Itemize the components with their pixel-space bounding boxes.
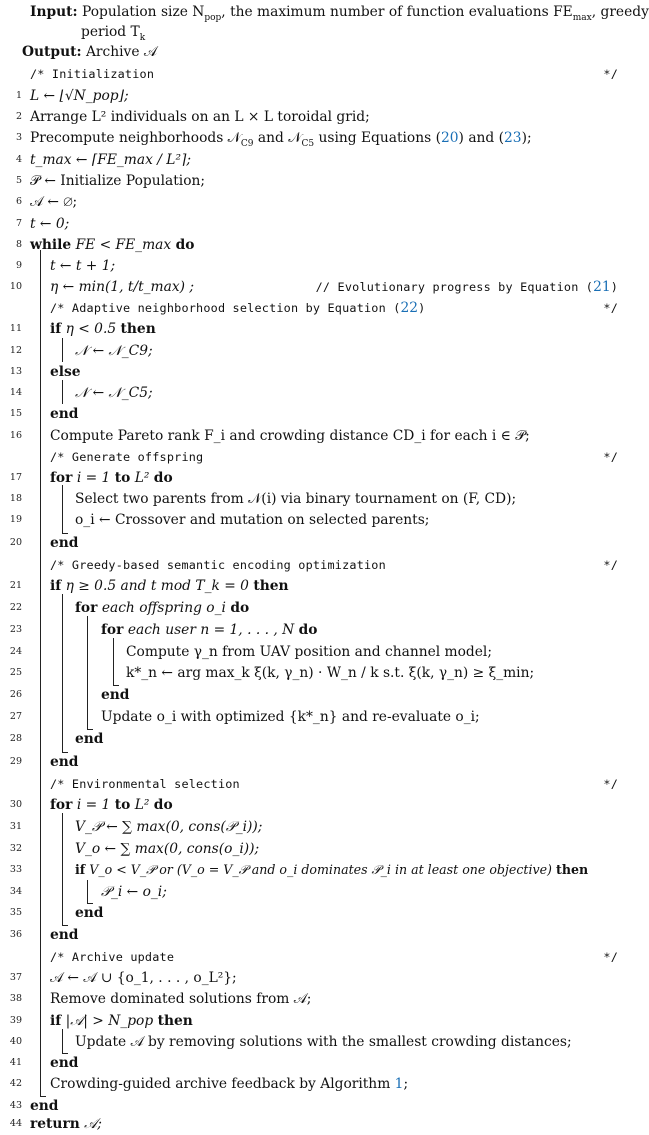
line-number: 17	[9, 472, 22, 483]
line-number: 43	[9, 1100, 22, 1111]
comment-end: */	[603, 558, 618, 572]
algo-line	[0, 967, 624, 989]
keyword: end	[30, 1098, 59, 1114]
algorithm-ref-link[interactable]: 1	[394, 1076, 404, 1092]
keyword: end	[50, 406, 79, 422]
scope-tick	[62, 752, 68, 753]
comment-end: */	[603, 301, 618, 315]
comment-line	[0, 946, 624, 968]
algo-line	[0, 902, 624, 924]
algo-line	[0, 1073, 624, 1095]
line-number: 34	[9, 886, 22, 897]
algo-line	[0, 597, 624, 619]
algo-line	[0, 467, 624, 489]
line-text: if η < 0.5 then	[50, 321, 156, 337]
algo-line	[0, 575, 624, 597]
input-text-4: period T	[81, 24, 140, 40]
line-number: 3	[15, 132, 22, 143]
keyword: end	[50, 535, 79, 551]
line-number: 29	[9, 756, 22, 767]
comment-text: /* Generate offspring	[50, 450, 204, 464]
scope-bar-else	[62, 380, 63, 404]
line-text: 𝒩 ← 𝒩_C5;	[75, 385, 153, 401]
scope-tick	[62, 533, 68, 534]
line-text: 𝒫_i ← o_i;	[101, 884, 167, 900]
input-sub-pop: pop	[204, 12, 222, 23]
algo-line	[0, 988, 624, 1010]
input-keyword: Input:	[30, 4, 78, 20]
line-number: 14	[9, 387, 22, 398]
line-number: 32	[9, 843, 22, 854]
algo-line	[0, 170, 624, 192]
keyword: end	[75, 905, 104, 921]
line-text: o_i ← Crossover and mutation on selected parents;	[75, 512, 430, 528]
line-number: 26	[9, 689, 22, 700]
comment-end: */	[603, 777, 618, 791]
algo-line	[0, 881, 624, 903]
line-text: if |𝒜| > N_pop then	[50, 1013, 193, 1029]
scope-tick	[62, 1053, 68, 1054]
line-number: 4	[15, 154, 22, 165]
line-text: Precompute neighborhoods 𝒩$_{C9}$ and 𝒩$_{C5}$ using Equations (20) and (23);	[30, 130, 532, 149]
line-number: 5	[15, 175, 22, 186]
line-text: return 𝒜;	[30, 1116, 102, 1132]
algo-line	[0, 532, 624, 554]
line-number: 16	[9, 430, 22, 441]
line-number: 28	[9, 733, 22, 744]
line-text: Update o_i with optimized {k*_n} and re-evaluate o_i;	[101, 709, 480, 725]
line-text: Compute γ_n from UAV position and channel model;	[126, 644, 492, 660]
algo-line	[0, 234, 624, 256]
line-number: 25	[9, 667, 22, 678]
comment-text: /* Greedy-based semantic encoding optimization	[50, 558, 386, 572]
algo-line	[0, 382, 624, 404]
line-text: if η ≥ 0.5 and t mod T_k = 0 then	[50, 578, 289, 594]
line-text: t_max ← ⌈FE_max / L²⌉;	[30, 152, 192, 168]
input-sub-max: max	[572, 12, 592, 23]
keyword: end	[75, 731, 104, 747]
algo-line	[0, 859, 624, 881]
algo-line	[0, 425, 624, 447]
line-number: 2	[15, 111, 22, 122]
line-number: 27	[9, 711, 22, 722]
line-comment: // Evolutionary progress by Equation (21)	[315, 279, 618, 295]
algo-line	[0, 706, 624, 728]
algo-line	[0, 85, 624, 107]
comment-text: /* Adaptive neighborhood selection by Equation (22)	[50, 300, 426, 316]
algo-line	[0, 1010, 624, 1032]
scope-tick	[40, 1096, 46, 1097]
line-number: 18	[9, 493, 22, 504]
output-keyword: Output:	[22, 44, 82, 60]
comment-line	[0, 297, 624, 319]
line-number: 24	[9, 646, 22, 657]
line-number: 12	[9, 345, 22, 356]
algo-line	[0, 191, 624, 213]
scope-bar-greedy-if	[62, 594, 63, 752]
algo-line	[0, 662, 624, 684]
scope-bar-if	[62, 338, 63, 362]
comment-text: /* Environmental selection	[50, 777, 240, 791]
algo-line	[0, 276, 624, 298]
line-text: for each user n = 1, . . . , N do	[101, 622, 318, 638]
line-number: 11	[9, 323, 22, 334]
line-number: 41	[9, 1057, 22, 1068]
line-number: 9	[15, 260, 22, 271]
line-number: 39	[9, 1015, 22, 1026]
scope-bar-while	[40, 250, 41, 1097]
input-sub-k: k	[139, 32, 146, 43]
algo-line	[0, 509, 624, 531]
algo-line	[0, 751, 624, 773]
algo-line	[0, 924, 624, 946]
line-text: 𝒫 ← Initialize Population;	[30, 173, 206, 189]
scope-bar-for-each-offspring	[87, 616, 88, 729]
line-number: 20	[9, 537, 22, 548]
keyword: end	[50, 754, 79, 770]
scope-tick	[87, 903, 93, 904]
comment-text: /* Initialization	[30, 67, 155, 81]
algo-line	[0, 106, 624, 128]
line-text: for each offspring o_i do	[75, 600, 250, 616]
line-number: 36	[9, 929, 22, 940]
algo-line	[0, 1031, 624, 1053]
line-number: 22	[9, 602, 22, 613]
comment-end: */	[603, 950, 618, 964]
line-text: for i = 1 to L² do	[50, 797, 173, 813]
scope-bar-env-for	[62, 813, 63, 925]
scope-tick	[113, 685, 119, 686]
algo-line	[0, 838, 624, 860]
line-number: 10	[9, 281, 22, 292]
line-number: 31	[9, 821, 22, 832]
line-text: for i = 1 to L² do	[50, 470, 173, 486]
line-text: Arrange L² individuals on an L × L toroidal grid;	[30, 109, 370, 125]
algo-line	[0, 340, 624, 362]
scope-tick	[87, 729, 93, 730]
comment-line	[0, 773, 624, 795]
line-number: 7	[15, 218, 22, 229]
algo-line	[0, 318, 624, 340]
keyword: while	[30, 237, 72, 253]
comment-line	[0, 446, 624, 468]
scope-bar-for-each-user	[113, 638, 114, 685]
algo-line	[0, 127, 624, 149]
line-text: Update 𝒜 by removing solutions with the smallest crowding distances;	[75, 1034, 572, 1050]
line-number: 19	[9, 514, 22, 525]
line-number: 8	[15, 239, 22, 250]
output-text: Archive 𝒜	[85, 44, 157, 60]
line-number: 37	[9, 972, 22, 983]
line-number: 44	[9, 1118, 22, 1129]
line-number: 21	[9, 580, 22, 591]
line-text: Compute Pareto rank F_i and crowding distance CD_i for each i ∈ 𝒫;	[50, 428, 530, 444]
line-number: 6	[15, 196, 22, 207]
equation-ref-link[interactable]: 20	[440, 130, 459, 146]
line-text: k*_n ← arg max_k ξ(k, γ_n) · W_n / k s.t. ξ(k, γ_n) ≥ ξ_min;	[126, 665, 535, 681]
equation-ref-link[interactable]: 22	[400, 300, 419, 316]
equation-ref-link[interactable]: 23	[504, 130, 522, 146]
algo-line	[0, 255, 624, 277]
line-number: 33	[9, 864, 22, 875]
scope-bar-archive-if	[62, 1029, 63, 1053]
scope-bar-for-offspring	[62, 485, 63, 533]
keyword: end	[50, 1055, 79, 1071]
line-text: t ← t + 1;	[50, 258, 116, 274]
line-number: 1	[15, 90, 22, 101]
line-text: L ← ⌊√N_pop⌋;	[30, 88, 129, 104]
line-text: Crowding-guided archive feedback by Algorithm 1;	[50, 1076, 409, 1092]
line-number: 23	[9, 624, 22, 635]
algo-line	[0, 816, 624, 838]
line-text: if V_o < V_𝒫 or (V_o = V_𝒫 and o_i dominates 𝒫_i in at least one objective) then	[75, 862, 589, 877]
line-number: 38	[9, 993, 22, 1004]
algo-line	[0, 728, 624, 750]
line-number: 30	[9, 799, 22, 810]
algo-line	[0, 149, 624, 171]
algo-line	[0, 1113, 624, 1135]
scope-bar-env-if	[87, 880, 88, 903]
algo-line	[0, 488, 624, 510]
algo-line	[0, 641, 624, 663]
line-text: η ← min(1, t/t_max) ;	[50, 279, 195, 295]
algo-line	[0, 403, 624, 425]
keyword: do	[175, 237, 195, 253]
line-number: 13	[9, 366, 22, 377]
comment-line	[0, 63, 624, 85]
line-text: V_𝒫 ← ∑ max(0, cons(𝒫_i));	[75, 819, 263, 835]
keyword: end	[101, 687, 130, 703]
line-text: while FE < FE_max do	[30, 237, 195, 253]
algo-line	[0, 619, 624, 641]
algo-line	[0, 213, 624, 235]
algo-line	[0, 361, 624, 383]
line-number: 42	[9, 1078, 22, 1089]
algo-line	[0, 684, 624, 706]
line-text: 𝒜 ← 𝒜 ∪ {o_1, . . . , o_L²};	[50, 970, 237, 986]
keyword: end	[50, 927, 79, 943]
line-text: Remove dominated solutions from 𝒜;	[50, 991, 312, 1007]
input-text-1: Population size N	[82, 4, 205, 20]
scope-tick	[62, 925, 68, 926]
comment-text: /* Archive update	[50, 950, 175, 964]
line-text: 𝒜 ← ∅;	[30, 194, 78, 210]
equation-ref-link[interactable]: 21	[593, 279, 611, 295]
line-number: 35	[9, 907, 22, 918]
output-line	[22, 42, 157, 62]
line-number: 15	[9, 408, 22, 419]
line-number: 40	[9, 1036, 22, 1047]
comment-end: */	[603, 450, 618, 464]
input-text-2: , the maximum number of function evaluations FE	[221, 4, 573, 20]
keyword: else	[50, 364, 81, 380]
line-text: t ← 0;	[30, 216, 70, 232]
algo-line	[0, 794, 624, 816]
algo-line	[0, 1052, 624, 1074]
input-text-3: , greedy	[591, 4, 649, 20]
line-text: Select two parents from 𝒩(i) via binary tournament on (F, CD);	[75, 491, 517, 507]
line-text: V_o ← ∑ max(0, cons(o_i));	[75, 841, 260, 857]
comment-line	[0, 554, 624, 576]
comment-end: */	[603, 67, 618, 81]
line-text: 𝒩 ← 𝒩_C9;	[75, 343, 153, 359]
